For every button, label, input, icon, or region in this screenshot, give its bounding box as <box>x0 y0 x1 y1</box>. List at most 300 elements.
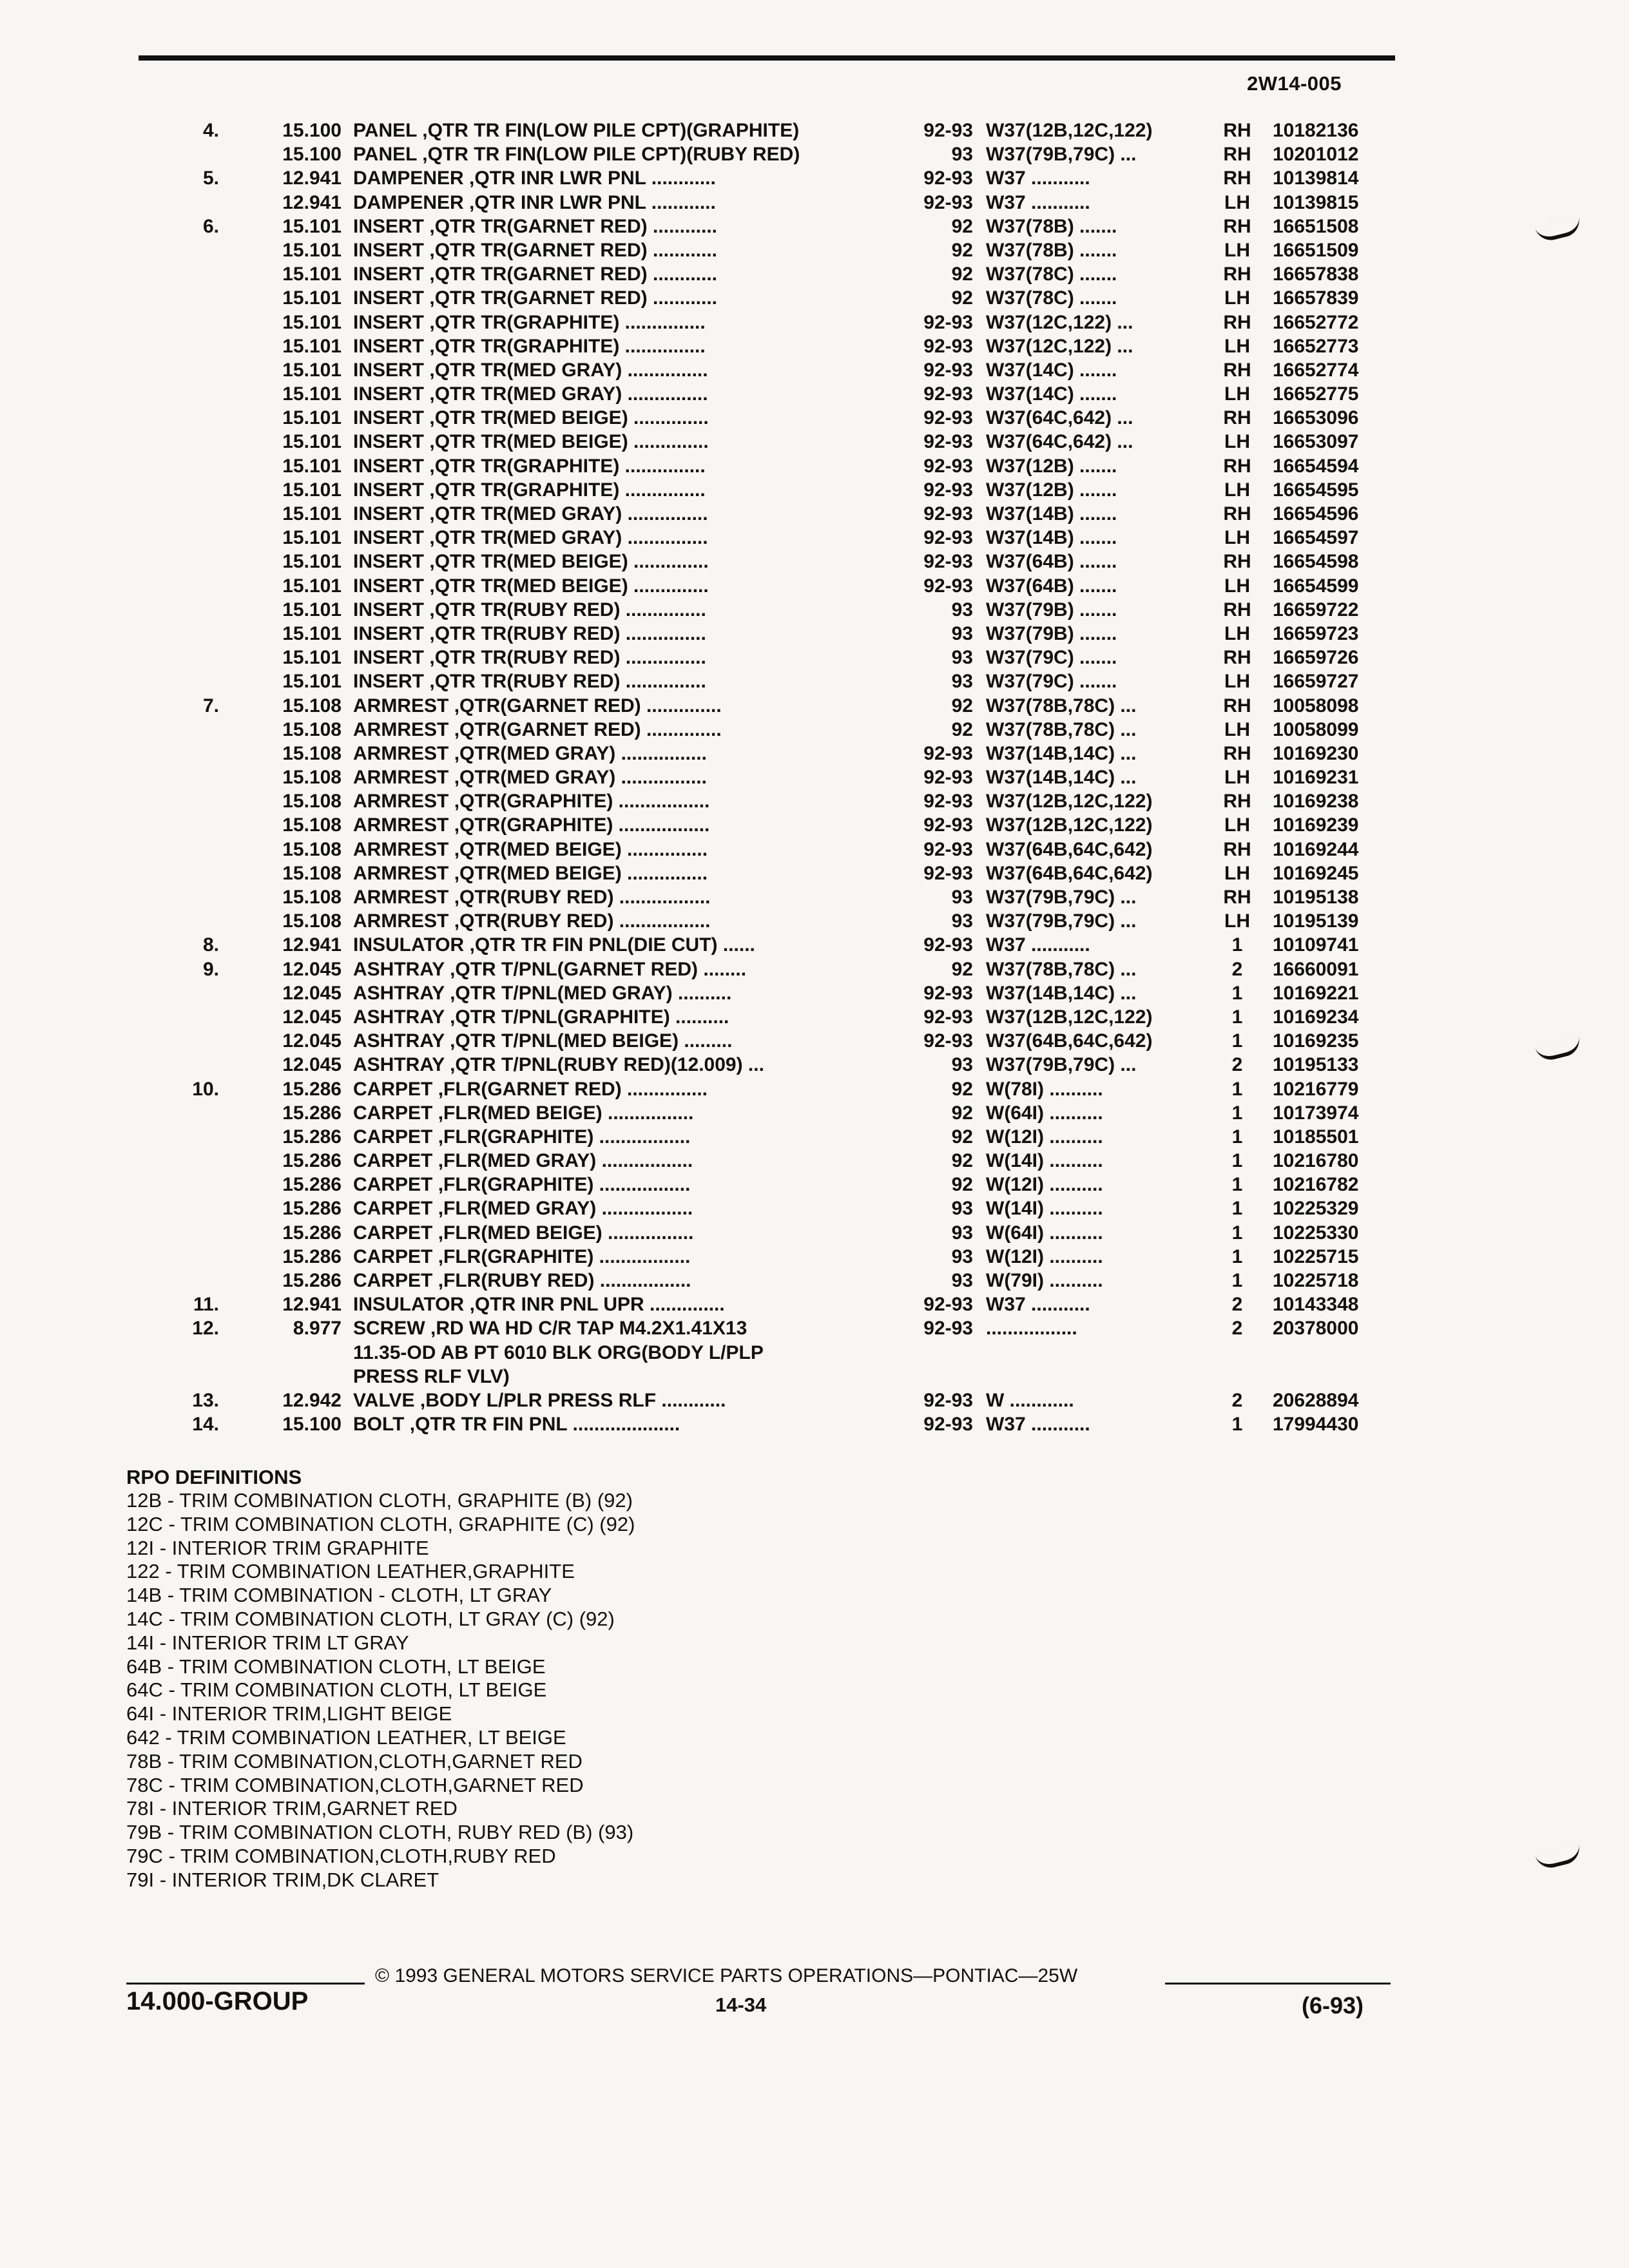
group-number: 15.101 <box>282 455 342 477</box>
part-name: INSERT <box>353 431 425 453</box>
quantity-side: LH <box>1224 622 1250 644</box>
group-number: 15.101 <box>282 527 342 549</box>
part-name: ARMREST <box>353 695 449 716</box>
part-row <box>0 1365 1629 1389</box>
part-number: 10139815 <box>1273 191 1359 213</box>
part-number: 10195139 <box>1273 910 1359 932</box>
part-number: 10225329 <box>1273 1198 1359 1220</box>
group-number: 15.108 <box>282 887 342 908</box>
part-number: 16652773 <box>1273 335 1359 357</box>
part-row <box>0 1005 1629 1029</box>
model-years: 92-93 <box>923 407 973 429</box>
part-name: INSERT <box>353 503 425 524</box>
part-desc-text: PRESS RLF VLV) <box>353 1365 510 1387</box>
part-desc-text: ,QTR TR(MED BEIGE) .............. <box>429 431 709 453</box>
quantity-side: 2 <box>1231 1294 1243 1316</box>
group-number: 15.286 <box>282 1150 342 1172</box>
quantity-side: 2 <box>1231 958 1243 980</box>
rpo-usage: W37(14B) ....... <box>986 503 1117 524</box>
group-label: 14.000-GROUP <box>126 1987 309 2015</box>
model-years: 92-93 <box>923 479 973 501</box>
item-number: 8. <box>202 934 219 956</box>
group-number: 15.101 <box>282 359 342 381</box>
part-desc-text: ,QTR TR(RUBY RED) ............... <box>429 599 706 620</box>
part-row <box>0 646 1629 669</box>
rpo-usage: W37(12B) ....... <box>986 479 1117 501</box>
quantity-side: 1 <box>1231 1078 1243 1100</box>
quantity-side: LH <box>1224 287 1250 309</box>
part-row <box>0 598 1629 622</box>
part-number: 16657838 <box>1273 264 1359 285</box>
part-name: CARPET <box>353 1245 433 1267</box>
part-row <box>0 1053 1629 1077</box>
group-number: 15.286 <box>282 1198 342 1220</box>
document-code: 2W14-005 <box>1247 72 1342 95</box>
model-years: 92 <box>951 287 973 309</box>
part-row <box>0 933 1629 957</box>
part-number: 10225715 <box>1273 1245 1359 1267</box>
quantity-side: 1 <box>1231 1174 1243 1196</box>
rpo-definition-line: 14C - TRIM COMBINATION CLOTH, LT GRAY (C) (92) <box>126 1607 615 1630</box>
part-description <box>353 933 888 957</box>
quantity-side: RH <box>1223 647 1251 669</box>
part-row <box>0 742 1629 765</box>
group-number: 15.101 <box>282 599 342 620</box>
group-number: 12.045 <box>282 958 342 980</box>
part-name: CARPET <box>353 1102 433 1124</box>
quantity-side: RH <box>1223 144 1251 166</box>
model-years: 92-93 <box>923 814 973 836</box>
part-name: ASHTRAY <box>353 1054 445 1076</box>
part-desc-text: ,FLR(RUBY RED) ................. <box>438 1270 691 1291</box>
model-years: 92-93 <box>923 191 973 213</box>
model-years: 92-93 <box>923 1414 973 1436</box>
group-number: 15.101 <box>282 239 342 261</box>
quantity-side: 1 <box>1231 1006 1243 1028</box>
part-desc-text: ,QTR TR(MED GRAY) ............... <box>429 383 708 405</box>
part-row <box>0 957 1629 981</box>
group-number: 12.045 <box>282 1030 342 1052</box>
part-row <box>0 502 1629 526</box>
quantity-side: LH <box>1224 431 1250 453</box>
model-years: 92-93 <box>923 383 973 405</box>
part-number: 16654595 <box>1273 479 1359 501</box>
model-years: 93 <box>951 1270 973 1291</box>
part-name: ASHTRAY <box>353 1006 445 1028</box>
quantity-side: 1 <box>1231 1102 1243 1124</box>
model-years: 92 <box>951 695 973 716</box>
part-description <box>353 502 888 526</box>
part-name: CARPET <box>353 1174 433 1196</box>
model-years: 92-93 <box>923 575 973 597</box>
rpo-usage: W37(78B,78C) ... <box>986 695 1137 716</box>
part-description <box>353 478 888 502</box>
part-desc-text: ,FLR(MED BEIGE) ................ <box>438 1222 694 1244</box>
part-number: 20378000 <box>1273 1318 1359 1340</box>
model-years: 92-93 <box>923 431 973 453</box>
model-years: 92-93 <box>923 791 973 812</box>
part-row <box>0 1125 1629 1149</box>
part-desc-text: ,FLR(GRAPHITE) ................. <box>438 1126 691 1148</box>
date-code: (6-93) <box>1302 1992 1364 2019</box>
group-number: 15.108 <box>282 838 342 860</box>
part-row <box>0 861 1629 885</box>
part-description <box>353 885 888 909</box>
part-description <box>353 1173 888 1196</box>
part-number: 20628894 <box>1273 1389 1359 1411</box>
part-number: 10185501 <box>1273 1126 1359 1148</box>
model-years: 93 <box>951 1198 973 1220</box>
part-number: 10225330 <box>1273 1222 1359 1244</box>
part-desc-text: ,QTR TR FIN(LOW PILE CPT)(RUBY RED) <box>422 144 800 166</box>
part-row <box>0 622 1629 646</box>
rpo-title: RPO DEFINITIONS <box>126 1466 302 1488</box>
part-number: 10201012 <box>1273 144 1359 166</box>
model-years: 93 <box>951 1054 973 1076</box>
part-number: 10169221 <box>1273 982 1359 1004</box>
item-number: 6. <box>202 215 219 237</box>
rpo-usage: W37(78C) ....... <box>986 264 1117 285</box>
part-desc-text: ,QTR TR(MED BEIGE) .............. <box>429 575 709 597</box>
group-number: 15.100 <box>282 144 342 166</box>
rpo-usage: W37(79B,79C) ... <box>986 144 1137 166</box>
part-name: ARMREST <box>353 767 449 789</box>
part-desc-text: ,QTR T/PNL(MED BEIGE) ......... <box>450 1030 733 1052</box>
part-row <box>0 1077 1629 1101</box>
quantity-side: 2 <box>1231 1054 1243 1076</box>
footer-rule-right <box>1165 1983 1391 1984</box>
part-name: INSERT <box>353 383 425 405</box>
group-number: 12.941 <box>282 191 342 213</box>
part-name: INSULATOR <box>353 934 465 956</box>
rpo-usage: W37(64B,64C,642) <box>986 838 1153 860</box>
part-name: CARPET <box>353 1078 433 1100</box>
model-years: 92-93 <box>923 455 973 477</box>
rpo-usage: W37(64C,642) ... <box>986 407 1133 429</box>
group-number: 15.101 <box>282 503 342 524</box>
quantity-side: 1 <box>1231 1414 1243 1436</box>
part-number: 16659726 <box>1273 647 1359 669</box>
rpo-usage: W37(14B,14C) ... <box>986 767 1137 789</box>
part-row <box>0 1173 1629 1196</box>
part-description <box>353 1245 888 1269</box>
part-row <box>0 1149 1629 1173</box>
part-name: INSERT <box>353 575 425 597</box>
part-description <box>353 526 888 550</box>
part-description <box>353 119 888 142</box>
part-number: 10195133 <box>1273 1054 1359 1076</box>
part-number: 16651508 <box>1273 215 1359 237</box>
quantity-side: RH <box>1223 695 1251 716</box>
part-name: VALVE <box>353 1389 415 1411</box>
quantity-side: 1 <box>1231 934 1243 956</box>
part-desc-text: ,RD WA HD C/R TAP M4.2X1.41X13 <box>430 1318 747 1340</box>
part-name: SCREW <box>353 1318 425 1340</box>
part-desc-text: ,BODY L/PLR PRESS RLF ............ <box>419 1389 726 1411</box>
part-desc-text: ,QTR(MED GRAY) ................ <box>454 742 707 764</box>
group-number: 15.101 <box>282 551 342 573</box>
model-years: 92-93 <box>923 335 973 357</box>
rpo-usage: W(14I) .......... <box>986 1198 1103 1220</box>
group-number: 15.108 <box>282 862 342 884</box>
part-name: ARMREST <box>353 838 449 860</box>
quantity-side: 1 <box>1231 982 1243 1004</box>
part-description <box>353 406 888 430</box>
part-row <box>0 526 1629 550</box>
part-description <box>353 1077 888 1101</box>
group-number: 12.941 <box>282 168 342 189</box>
part-description <box>353 742 888 765</box>
quantity-side: 1 <box>1231 1126 1243 1148</box>
rpo-usage: W(78I) .......... <box>986 1078 1103 1100</box>
part-desc-text: ,QTR INR PNL UPR .............. <box>469 1294 725 1316</box>
part-name: INSERT <box>353 287 425 309</box>
part-number: 10182136 <box>1273 120 1359 141</box>
quantity-side: RH <box>1223 742 1251 764</box>
top-rule <box>139 55 1395 61</box>
quantity-side: RH <box>1223 791 1251 812</box>
quantity-side: RH <box>1223 887 1251 908</box>
rpo-usage: W37 ........... <box>986 1414 1090 1436</box>
model-years: 92 <box>951 1126 973 1148</box>
part-number: 10169239 <box>1273 814 1359 836</box>
rpo-usage: W37(78B) ....... <box>986 215 1117 237</box>
part-row <box>0 262 1629 286</box>
part-desc-text: ,QTR TR(GARNET RED) ............ <box>429 215 718 237</box>
part-desc-text: ,FLR(GARNET RED) ............... <box>438 1078 708 1100</box>
part-description <box>353 646 888 669</box>
part-description <box>353 574 888 598</box>
group-number: 15.101 <box>282 311 342 333</box>
part-desc-text: 11.35-OD AB PT 6010 BLK ORG(BODY L/PLP <box>353 1341 764 1363</box>
part-row <box>0 358 1629 382</box>
part-name: CARPET <box>353 1198 433 1220</box>
group-number: 15.108 <box>282 695 342 716</box>
part-desc-text: ,QTR TR(RUBY RED) ............... <box>429 671 706 693</box>
rpo-usage: W37 ........... <box>986 168 1090 189</box>
group-number: 15.101 <box>282 264 342 285</box>
part-number: 16652772 <box>1273 311 1359 333</box>
part-description <box>353 669 888 693</box>
group-number: 15.108 <box>282 910 342 932</box>
rpo-usage: W37 ........... <box>986 191 1090 213</box>
part-name: ARMREST <box>353 862 449 884</box>
rpo-usage: W37(64B,64C,642) <box>986 862 1153 884</box>
item-number: 9. <box>202 958 219 980</box>
part-row <box>0 550 1629 573</box>
part-number: 16654594 <box>1273 455 1359 477</box>
part-desc-text: ,QTR TR(GRAPHITE) ............... <box>429 335 706 357</box>
group-number: 15.286 <box>282 1245 342 1267</box>
part-desc-text: ,QTR T/PNL(GARNET RED) ........ <box>450 958 747 980</box>
model-years: 93 <box>951 144 973 166</box>
part-description <box>353 262 888 286</box>
part-name: INSERT <box>353 311 425 333</box>
part-row <box>0 838 1629 861</box>
model-years: 93 <box>951 1245 973 1267</box>
group-number: 15.108 <box>282 791 342 812</box>
part-name: ARMREST <box>353 742 449 764</box>
part-name: CARPET <box>353 1150 433 1172</box>
part-description <box>353 861 888 885</box>
model-years: 93 <box>951 671 973 693</box>
model-years: 93 <box>951 622 973 644</box>
part-row <box>0 1221 1629 1245</box>
part-name: CARPET <box>353 1222 433 1244</box>
part-name: PANEL <box>353 144 417 166</box>
quantity-side: LH <box>1224 335 1250 357</box>
part-desc-text: ,FLR(GRAPHITE) ................. <box>438 1174 691 1196</box>
part-desc-text: ,QTR TR(GARNET RED) ............ <box>429 239 718 261</box>
model-years: 92 <box>951 264 973 285</box>
rpo-usage: W(79I) .......... <box>986 1270 1103 1291</box>
group-number: 15.101 <box>282 575 342 597</box>
rpo-usage: W37(78B,78C) ... <box>986 958 1137 980</box>
rpo-definitions <box>126 1465 635 1892</box>
part-description <box>353 838 888 861</box>
group-number: 15.101 <box>282 383 342 405</box>
quantity-side: RH <box>1223 359 1251 381</box>
part-row <box>0 215 1629 238</box>
group-number: 15.286 <box>282 1270 342 1291</box>
part-description <box>353 598 888 622</box>
part-row <box>0 238 1629 262</box>
part-name: DAMPENER <box>353 191 464 213</box>
part-number: 10143348 <box>1273 1294 1359 1316</box>
part-row <box>0 694 1629 718</box>
part-description <box>353 1149 888 1173</box>
group-number: 12.942 <box>282 1389 342 1411</box>
group-number: 15.108 <box>282 814 342 836</box>
rpo-usage: W37(12C,122) ... <box>986 311 1133 333</box>
model-years: 92-93 <box>923 1006 973 1028</box>
rpo-usage: W37(79B,79C) ... <box>986 910 1137 932</box>
part-description <box>353 238 888 262</box>
part-description <box>353 1341 888 1365</box>
part-desc-text: ,QTR TR(RUBY RED) ............... <box>429 622 706 644</box>
part-description <box>353 694 888 718</box>
part-name: ARMREST <box>353 887 449 908</box>
model-years: 92-93 <box>923 1030 973 1052</box>
quantity-side: RH <box>1223 264 1251 285</box>
group-number: 15.108 <box>282 767 342 789</box>
quantity-side: RH <box>1223 838 1251 860</box>
model-years: 92-93 <box>923 1294 973 1316</box>
group-number: 15.101 <box>282 431 342 453</box>
model-years: 92 <box>951 718 973 740</box>
part-number: 10109741 <box>1273 934 1359 956</box>
part-desc-text: ,QTR TR FIN PNL .................... <box>409 1414 680 1436</box>
part-description <box>353 358 888 382</box>
model-years: 92-93 <box>923 359 973 381</box>
rpo-definition-line: 642 - TRIM COMBINATION LEATHER, LT BEIGE <box>126 1725 566 1749</box>
rpo-usage: W37(14B,14C) ... <box>986 982 1137 1004</box>
part-desc-text: ,QTR(MED GRAY) ................ <box>454 767 707 789</box>
rpo-usage: W ............ <box>986 1389 1074 1411</box>
part-desc-text: ,QTR(GARNET RED) .............. <box>454 695 722 716</box>
group-number: 15.108 <box>282 718 342 740</box>
rpo-definition-line: 12C - TRIM COMBINATION CLOTH, GRAPHITE (C) (92) <box>126 1512 635 1535</box>
rpo-usage: W37(79B) ....... <box>986 622 1117 644</box>
part-description <box>353 909 888 933</box>
rpo-definition-line: 79I - INTERIOR TRIM,DK CLARET <box>126 1868 439 1891</box>
part-number: 10058099 <box>1273 718 1359 740</box>
group-number: 12.941 <box>282 934 342 956</box>
part-row <box>0 1196 1629 1220</box>
quantity-side: LH <box>1224 814 1250 836</box>
part-number: 10195138 <box>1273 887 1359 908</box>
part-name: INSERT <box>353 359 425 381</box>
part-row <box>0 1029 1629 1053</box>
rpo-usage: W(12I) .......... <box>986 1174 1103 1196</box>
rpo-usage: W(12I) .......... <box>986 1126 1103 1148</box>
part-number: 16654599 <box>1273 575 1359 597</box>
quantity-side: LH <box>1224 862 1250 884</box>
part-description <box>353 1412 888 1436</box>
part-description <box>353 957 888 981</box>
quantity-side: LH <box>1224 575 1250 597</box>
part-description <box>353 286 888 310</box>
part-number: 16654598 <box>1273 551 1359 573</box>
rpo-usage: W37 ........... <box>986 934 1090 956</box>
part-description <box>353 215 888 238</box>
part-row <box>0 669 1629 693</box>
part-row <box>0 789 1629 813</box>
part-name: INSERT <box>353 264 425 285</box>
quantity-side: RH <box>1223 551 1251 573</box>
page-number: 14-34 <box>715 1994 767 2016</box>
part-number: 16660091 <box>1273 958 1359 980</box>
quantity-side: RH <box>1223 599 1251 620</box>
part-desc-text: ,QTR TR FIN PNL(DIE CUT) ...... <box>469 934 755 956</box>
part-description <box>353 981 888 1005</box>
part-description <box>353 430 888 454</box>
part-number: 16659723 <box>1273 622 1359 644</box>
group-number: 15.286 <box>282 1126 342 1148</box>
part-desc-text: ,FLR(MED GRAY) ................. <box>438 1150 693 1172</box>
part-name: ASHTRAY <box>353 982 445 1004</box>
part-desc-text: ,FLR(GRAPHITE) ................. <box>438 1245 691 1267</box>
quantity-side: RH <box>1223 168 1251 189</box>
rpo-usage: W37(12B,12C,122) <box>986 1006 1153 1028</box>
part-number: 10216780 <box>1273 1150 1359 1172</box>
part-description <box>353 765 888 789</box>
part-number: 10169245 <box>1273 862 1359 884</box>
rpo-usage: W37(12B) ....... <box>986 455 1117 477</box>
model-years: 92-93 <box>923 120 973 141</box>
model-years: 92-93 <box>923 742 973 764</box>
part-name: INSERT <box>353 335 425 357</box>
part-description <box>353 550 888 573</box>
model-years: 92-93 <box>923 1318 973 1340</box>
model-years: 92 <box>951 958 973 980</box>
part-row <box>0 813 1629 837</box>
quantity-side: RH <box>1223 120 1251 141</box>
part-number: 16653097 <box>1273 431 1359 453</box>
part-description <box>353 334 888 358</box>
part-desc-text: ,QTR(RUBY RED) ................. <box>454 887 711 908</box>
model-years: 92-93 <box>923 1389 973 1411</box>
part-row <box>0 334 1629 358</box>
quantity-side: LH <box>1224 527 1250 549</box>
part-desc-text: ,QTR(RUBY RED) ................. <box>454 910 711 932</box>
part-name: INSERT <box>353 527 425 549</box>
rpo-usage: W37(64B) ....... <box>986 551 1117 573</box>
model-years: 92-93 <box>923 527 973 549</box>
part-number: 16654596 <box>1273 503 1359 524</box>
quantity-side: RH <box>1223 407 1251 429</box>
part-name: INSERT <box>353 551 425 573</box>
